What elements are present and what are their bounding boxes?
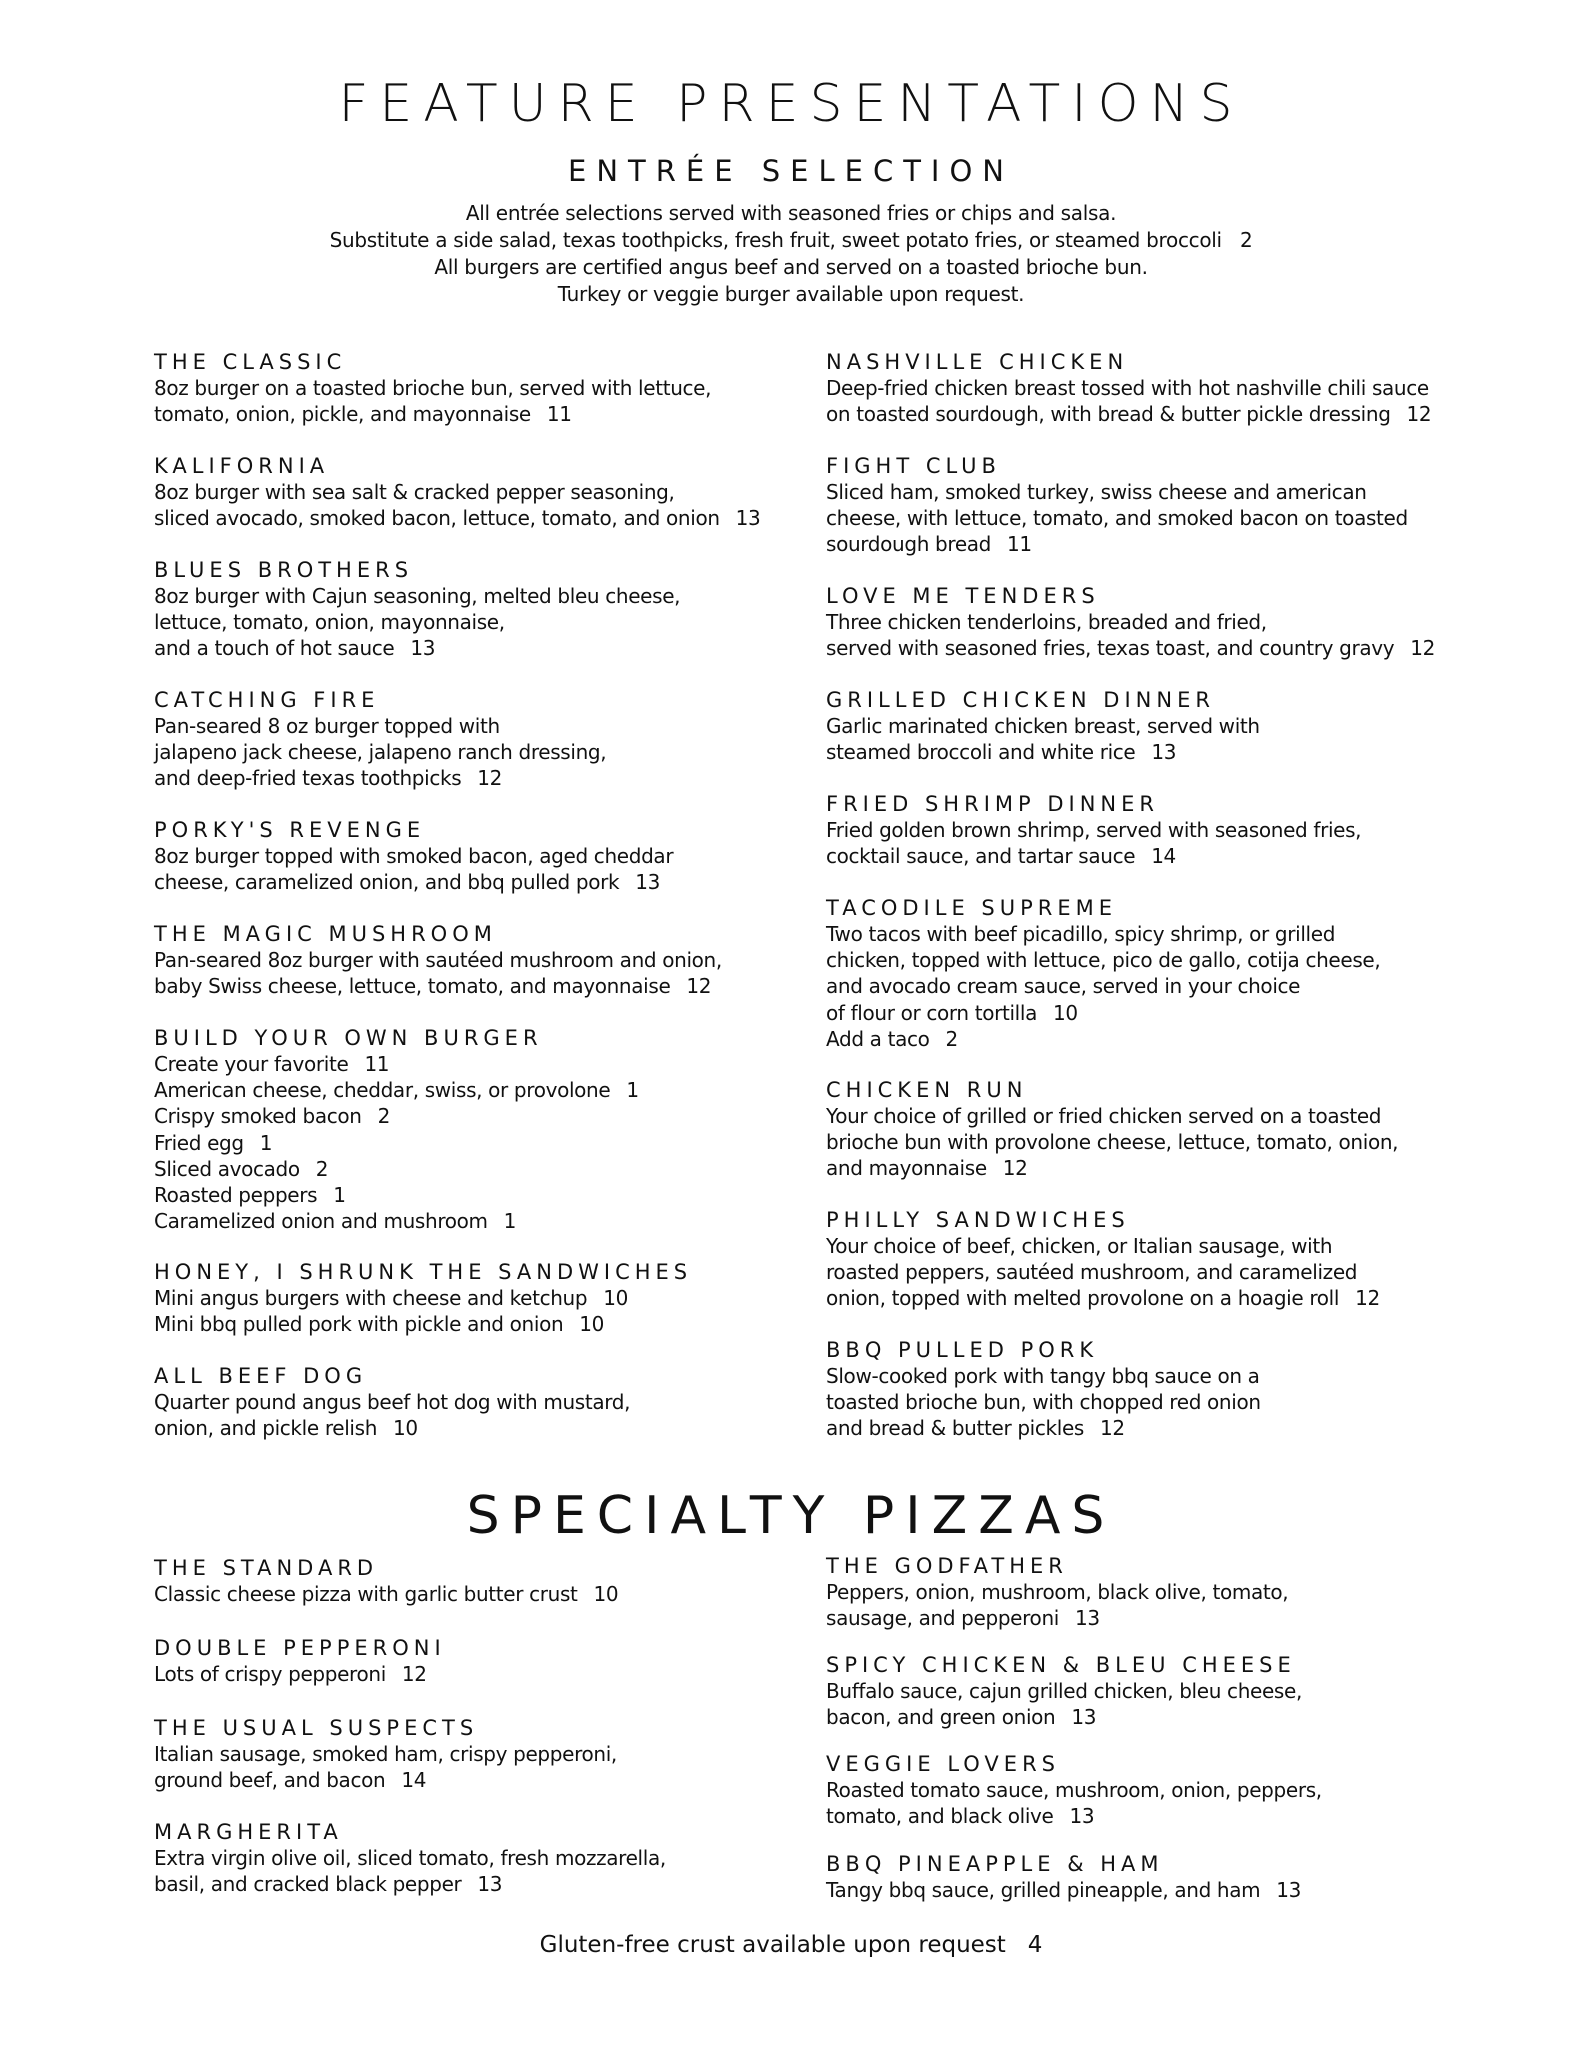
menu-item-price: 10 xyxy=(603,1286,628,1310)
description-text: Tangy bbq sauce, grilled pineapple, and ham xyxy=(826,1878,1261,1902)
menu-item-name: VEGGIE LOVERS xyxy=(826,1752,1060,1776)
description-text: lettuce, tomato, onion, mayonnaise, xyxy=(154,610,505,635)
description-text: 8oz burger with sea salt & cracked pepper seasoning, xyxy=(154,480,675,504)
description-text: Three chicken tenderloins, breaded and fried, xyxy=(826,610,1267,634)
description-text: roasted peppers, sautéed mushroom, and caramelized xyxy=(826,1260,1358,1285)
description-text: Pan-seared 8 oz burger topped with xyxy=(154,714,500,738)
menu-item-description-line xyxy=(154,609,680,635)
menu-item-name: THE MAGIC MUSHROOM xyxy=(154,922,497,946)
description-text: Italian sausage, smoked ham, crispy pepperoni, xyxy=(154,1742,617,1766)
menu-item xyxy=(154,1555,618,1607)
menu-item-description-line xyxy=(154,713,606,739)
menu-item xyxy=(154,687,606,792)
description-text: toasted brioche bun, with chopped red onion xyxy=(826,1390,1261,1415)
menu-item-price: 13 xyxy=(635,870,660,895)
menu-item-description-line xyxy=(154,1415,630,1441)
menu-item-name: BBQ PINEAPPLE & HAM xyxy=(826,1852,1164,1876)
description-text: Peppers, onion, mushroom, black olive, tomato, xyxy=(826,1580,1289,1604)
menu-item xyxy=(154,557,680,662)
menu-item-price: 10 xyxy=(579,1312,605,1337)
menu-item xyxy=(154,1025,639,1234)
menu-item xyxy=(826,791,1361,869)
menu-item-description-line xyxy=(826,973,1380,999)
menu-item-description-line xyxy=(826,1389,1261,1415)
menu-item-description-line xyxy=(826,1579,1288,1605)
description-text: Add a taco xyxy=(826,1026,930,1051)
menu-item-description-line xyxy=(826,479,1408,505)
menu-item xyxy=(826,1553,1288,1631)
menu-item xyxy=(826,1207,1380,1312)
menu-item-description-line xyxy=(154,505,760,531)
description-text: brioche bun with provolone cheese, lettuce, tomato, onion, xyxy=(826,1130,1399,1155)
description-text: cheese, caramelized onion, and bbq pulled pork xyxy=(154,870,620,895)
menu-item-description-line xyxy=(154,1871,666,1897)
menu-item-description-line xyxy=(154,1182,639,1208)
menu-item-price: 2 xyxy=(377,1104,391,1129)
menu-item-description-line xyxy=(154,401,711,427)
menu-item-name: DOUBLE PEPPERONI xyxy=(154,1636,446,1660)
menu-item-description-line xyxy=(154,947,722,973)
menu-item-description-line xyxy=(154,1285,692,1311)
menu-item-description-line xyxy=(154,1103,639,1129)
menu-item-description-line xyxy=(826,713,1260,739)
menu-item-price: 11 xyxy=(1007,532,1032,557)
menu-subtitle: ENTRÉE SELECTION xyxy=(568,154,1014,188)
description-text: Crispy smoked bacon xyxy=(154,1104,362,1129)
menu-item-description-line xyxy=(826,817,1361,843)
description-text: cocktail sauce, and tartar sauce xyxy=(826,844,1136,869)
description-text: Fried golden brown shrimp, served with seasoned fries, xyxy=(826,818,1362,842)
description-text: steamed broccoli and white rice xyxy=(826,740,1136,765)
menu-item-description-line xyxy=(154,869,673,895)
menu-item-price: 2 xyxy=(315,1156,329,1181)
menu-item-description-line xyxy=(154,1051,639,1077)
description-text: Your choice of beef, chicken, or Italian sausage, with xyxy=(826,1234,1333,1258)
menu-item-description-line xyxy=(154,973,722,999)
menu-item-description-line xyxy=(826,1704,1302,1730)
description-text: Mini angus burgers with cheese and ketchup xyxy=(154,1286,588,1310)
menu-item-description-line xyxy=(154,1389,630,1415)
menu-item-name: BLUES BROTHERS xyxy=(154,558,414,582)
description-text: and a touch of hot sauce xyxy=(154,636,395,661)
menu-item xyxy=(154,1635,446,1687)
menu-item-name: NASHVILLE CHICKEN xyxy=(826,350,1129,374)
menu-item-price: 13 xyxy=(735,506,761,531)
description-text: sourdough bread xyxy=(826,532,992,557)
menu-item-description-line xyxy=(826,1803,1322,1829)
description-text: Sliced ham, smoked turkey, swiss cheese and american xyxy=(826,480,1367,504)
menu-item xyxy=(826,1337,1261,1442)
description-text: Garlic marinated chicken breast, served with xyxy=(826,714,1260,738)
description-text: onion, and pickle relish xyxy=(154,1416,378,1441)
menu-item-description-line xyxy=(154,1208,639,1234)
description-text: Create your favorite xyxy=(154,1052,349,1076)
description-text: and bread & butter pickles xyxy=(826,1416,1084,1441)
menu-item-name: TACODILE SUPREME xyxy=(826,896,1118,920)
menu-item-description-line xyxy=(826,1129,1398,1155)
menu-item xyxy=(154,817,673,895)
description-text: Slow-cooked pork with tangy bbq sauce on a xyxy=(826,1364,1260,1388)
menu-item-name: THE GODFATHER xyxy=(826,1554,1068,1578)
menu-item xyxy=(154,921,722,999)
menu-item-name: FIGHT CLUB xyxy=(826,454,1001,478)
menu-item-description-line xyxy=(154,765,606,791)
menu-item-name: HONEY, I SHRUNK THE SANDWICHES xyxy=(154,1260,693,1284)
intro-line: All burgers are certified angus beef and served on a toasted brioche bun. xyxy=(434,255,1148,279)
menu-item xyxy=(826,895,1380,1052)
gluten-free-note: Gluten-free crust available upon request 4 xyxy=(539,1932,1043,1958)
menu-item-description-line xyxy=(826,1363,1261,1389)
description-text: Extra virgin olive oil, sliced tomato, fresh mozzarella, xyxy=(154,1846,666,1870)
description-text: American cheese, cheddar, swiss, or provolone xyxy=(154,1078,611,1103)
menu-item-price: 10 xyxy=(593,1582,619,1606)
menu-item-description-line xyxy=(826,609,1435,635)
description-text: baby Swiss cheese, lettuce, tomato, and mayonnaise xyxy=(154,974,671,999)
description-text: of flour or corn tortilla xyxy=(826,1000,1037,1025)
description-text: 8oz burger on a toasted brioche bun, served with lettuce, xyxy=(154,376,712,400)
description-text: bacon, and green onion xyxy=(826,1705,1056,1730)
menu-item-price: 1 xyxy=(503,1209,517,1234)
menu-item xyxy=(826,583,1435,661)
menu-item-name: PHILLY SANDWICHES xyxy=(826,1208,1130,1232)
menu-item-description-line xyxy=(826,505,1408,531)
menu-item-description-line xyxy=(154,1077,639,1103)
menu-item-description-line xyxy=(826,1026,1380,1052)
menu-item-price: 12 xyxy=(401,1662,427,1686)
menu-item xyxy=(154,453,760,531)
menu-item-description-line xyxy=(826,1103,1398,1129)
menu-item-name: BUILD YOUR OWN BURGER xyxy=(154,1026,543,1050)
menu-item-price: 1 xyxy=(626,1078,639,1103)
menu-item-description-line xyxy=(154,1581,618,1607)
menu-item xyxy=(826,1652,1302,1730)
menu-item xyxy=(826,453,1408,558)
menu-item-price: 13 xyxy=(1276,1878,1302,1902)
menu-item-price: 12 xyxy=(477,766,503,791)
menu-item-name: BBQ PULLED PORK xyxy=(826,1338,1099,1362)
menu-item-description-line xyxy=(826,635,1435,661)
menu-item xyxy=(154,1819,666,1897)
menu-item-description-line xyxy=(154,1156,639,1182)
menu-item-name: THE STANDARD xyxy=(154,1556,379,1580)
menu-item xyxy=(826,349,1431,427)
menu-item xyxy=(826,1751,1322,1829)
menu-item-price: 14 xyxy=(1151,844,1176,869)
description-text: Two tacos with beef picadillo, spicy shrimp, or grilled xyxy=(826,922,1336,946)
menu-item-price: 12 xyxy=(1410,636,1435,661)
description-text: served with seasoned fries, texas toast, and country gravy xyxy=(826,636,1395,661)
description-text: Classic cheese pizza with garlic butter crust xyxy=(154,1582,578,1606)
menu-item-name: PORKY'S REVENGE xyxy=(154,818,426,842)
description-text: Your choice of grilled or fried chicken served on a toasted xyxy=(826,1104,1382,1128)
menu-item-description-line xyxy=(826,1233,1380,1259)
menu-item-description-line xyxy=(826,1678,1302,1704)
menu-item-price: 11 xyxy=(364,1052,390,1076)
menu-item-price: 1 xyxy=(259,1130,273,1155)
description-text: sausage, and pepperoni xyxy=(826,1606,1059,1631)
menu-item-description-line xyxy=(826,1259,1380,1285)
description-text: 8oz burger topped with smoked bacon, aged cheddar xyxy=(154,844,674,868)
menu-item-price: 2 xyxy=(945,1026,958,1051)
description-text: Deep-fried chicken breast tossed with hot nashville chili sauce xyxy=(826,376,1429,400)
description-text: ground beef, and bacon xyxy=(154,1768,386,1793)
description-text: Roasted tomato sauce, mushroom, onion, peppers, xyxy=(826,1778,1322,1802)
description-text: chicken, topped with lettuce, pico de gallo, cotija cheese, xyxy=(826,948,1381,973)
menu-item xyxy=(826,687,1260,765)
menu-item xyxy=(826,1077,1398,1182)
menu-item-description-line xyxy=(154,479,760,505)
description-text: onion, topped with melted provolone on a hoagie roll xyxy=(826,1286,1340,1311)
menu-item-price: 14 xyxy=(401,1768,427,1793)
menu-item-price: 13 xyxy=(1151,740,1177,765)
menu-item-name: MARGHERITA xyxy=(154,1820,343,1844)
menu-item-name: THE CLASSIC xyxy=(154,350,347,374)
menu-item-description-line xyxy=(826,1605,1288,1631)
menu-title: FEATURE PRESENTATIONS xyxy=(338,74,1244,134)
description-text: Roasted peppers xyxy=(154,1183,318,1208)
menu-item-description-line xyxy=(154,1767,617,1793)
description-text: Mini bbq pulled pork with pickle and onion xyxy=(154,1312,564,1337)
menu-item-description-line xyxy=(826,947,1380,973)
menu-item-name: CATCHING FIRE xyxy=(154,688,380,712)
menu-item-name: ALL BEEF DOG xyxy=(154,1364,368,1388)
menu-item-description-line xyxy=(826,401,1431,427)
description-text: Fried egg xyxy=(154,1130,244,1155)
menu-item-price: 13 xyxy=(1069,1804,1095,1829)
menu-item-price: 12 xyxy=(1099,1416,1125,1441)
menu-item-price: 12 xyxy=(1406,402,1432,427)
description-text: tomato, onion, pickle, and mayonnaise xyxy=(154,402,531,427)
menu-item-price: 12 xyxy=(1355,1286,1380,1311)
menu-item-name: CHICKEN RUN xyxy=(826,1078,1028,1102)
menu-item-price: 1 xyxy=(333,1183,346,1208)
description-text: sliced avocado, smoked bacon, lettuce, tomato, and onion xyxy=(154,506,720,531)
description-text: Buffalo sauce, cajun grilled chicken, bleu cheese, xyxy=(826,1679,1302,1703)
description-text: on toasted sourdough, with bread & butter pickle dressing xyxy=(826,402,1391,427)
menu-item xyxy=(154,349,711,427)
menu-item-name: GRILLED CHICKEN DINNER xyxy=(826,688,1215,712)
menu-item-price: 10 xyxy=(393,1416,418,1441)
menu-item-description-line xyxy=(154,1130,639,1156)
description-text: Sliced avocado xyxy=(154,1156,300,1181)
menu-item-description-line xyxy=(826,1000,1380,1026)
description-text: cheese, with lettuce, tomato, and smoked bacon on toasted xyxy=(826,506,1408,531)
menu-item-description-line xyxy=(826,1877,1301,1903)
menu-item xyxy=(154,1715,617,1793)
menu-item-description-line xyxy=(826,1155,1398,1181)
description-text: 8oz burger with Cajun seasoning, melted bleu cheese, xyxy=(154,584,681,608)
menu-item xyxy=(154,1259,692,1337)
menu-item xyxy=(154,1363,630,1441)
description-text: Quarter pound angus beef hot dog with mustard, xyxy=(154,1390,631,1414)
menu-item-name: SPICY CHICKEN & BLEU CHEESE xyxy=(826,1653,1296,1677)
menu-item-description-line xyxy=(154,739,606,765)
description-text: Pan-seared 8oz burger with sautéed mushroom and onion, xyxy=(154,948,722,972)
menu-item-price: 13 xyxy=(477,1872,503,1897)
description-text: and avocado cream sauce, served in your choice xyxy=(826,974,1301,999)
description-text: jalapeno jack cheese, jalapeno ranch dressing, xyxy=(154,740,607,765)
menu-item-description-line xyxy=(154,583,680,609)
menu-item-name: FRIED SHRIMP DINNER xyxy=(826,792,1159,816)
menu-item-description-line xyxy=(826,375,1431,401)
menu-item-description-line xyxy=(154,635,680,661)
menu-item-name: KALIFORNIA xyxy=(154,454,330,478)
intro-notes xyxy=(0,200,1582,308)
intro-line: All entrée selections served with seasoned fries or chips and salsa. xyxy=(465,201,1117,225)
menu-item-description-line xyxy=(826,1415,1261,1441)
menu-item-description-line xyxy=(826,739,1260,765)
menu-item xyxy=(826,1851,1301,1903)
description-text: and mayonnaise xyxy=(826,1156,987,1181)
description-text: Caramelized onion and mushroom xyxy=(154,1209,488,1234)
menu-item-description-line xyxy=(154,1661,446,1687)
intro-line: Turkey or veggie burger available upon request. xyxy=(557,282,1025,306)
intro-line: Substitute a side salad, texas toothpicks, fresh fruit, sweet potato fries, or steamed broccoli 2 xyxy=(329,228,1253,252)
menu-item-price: 12 xyxy=(1002,1156,1028,1181)
menu-item-price: 13 xyxy=(1074,1606,1100,1631)
pizza-section-title: SPECIALTY PIZZAS xyxy=(466,1486,1116,1546)
menu-item-description-line xyxy=(826,843,1361,869)
description-text: basil, and cracked black pepper xyxy=(154,1872,462,1897)
menu-item-description-line xyxy=(154,1311,692,1337)
menu-item-description-line xyxy=(826,1285,1380,1311)
menu-item-description-line xyxy=(154,1845,666,1871)
menu-item-name: LOVE ME TENDERS xyxy=(826,584,1100,608)
menu-item-description-line xyxy=(154,375,711,401)
menu-item-description-line xyxy=(826,531,1408,557)
menu-item-price: 12 xyxy=(686,974,712,999)
menu-item-description-line xyxy=(826,921,1380,947)
menu-item-price: 13 xyxy=(410,636,436,661)
menu-item-description-line xyxy=(154,1741,617,1767)
menu-item-price: 11 xyxy=(546,402,572,427)
description-text: tomato, and black olive xyxy=(826,1804,1054,1829)
menu-item-description-line xyxy=(154,843,673,869)
menu-item-name: THE USUAL SUSPECTS xyxy=(154,1716,479,1740)
menu-item-price: 10 xyxy=(1053,1000,1078,1025)
description-text: Lots of crispy pepperoni xyxy=(154,1662,386,1686)
menu-item-description-line xyxy=(826,1777,1322,1803)
description-text: and deep-fried texas toothpicks xyxy=(154,766,462,791)
menu-item-price: 13 xyxy=(1071,1705,1097,1730)
